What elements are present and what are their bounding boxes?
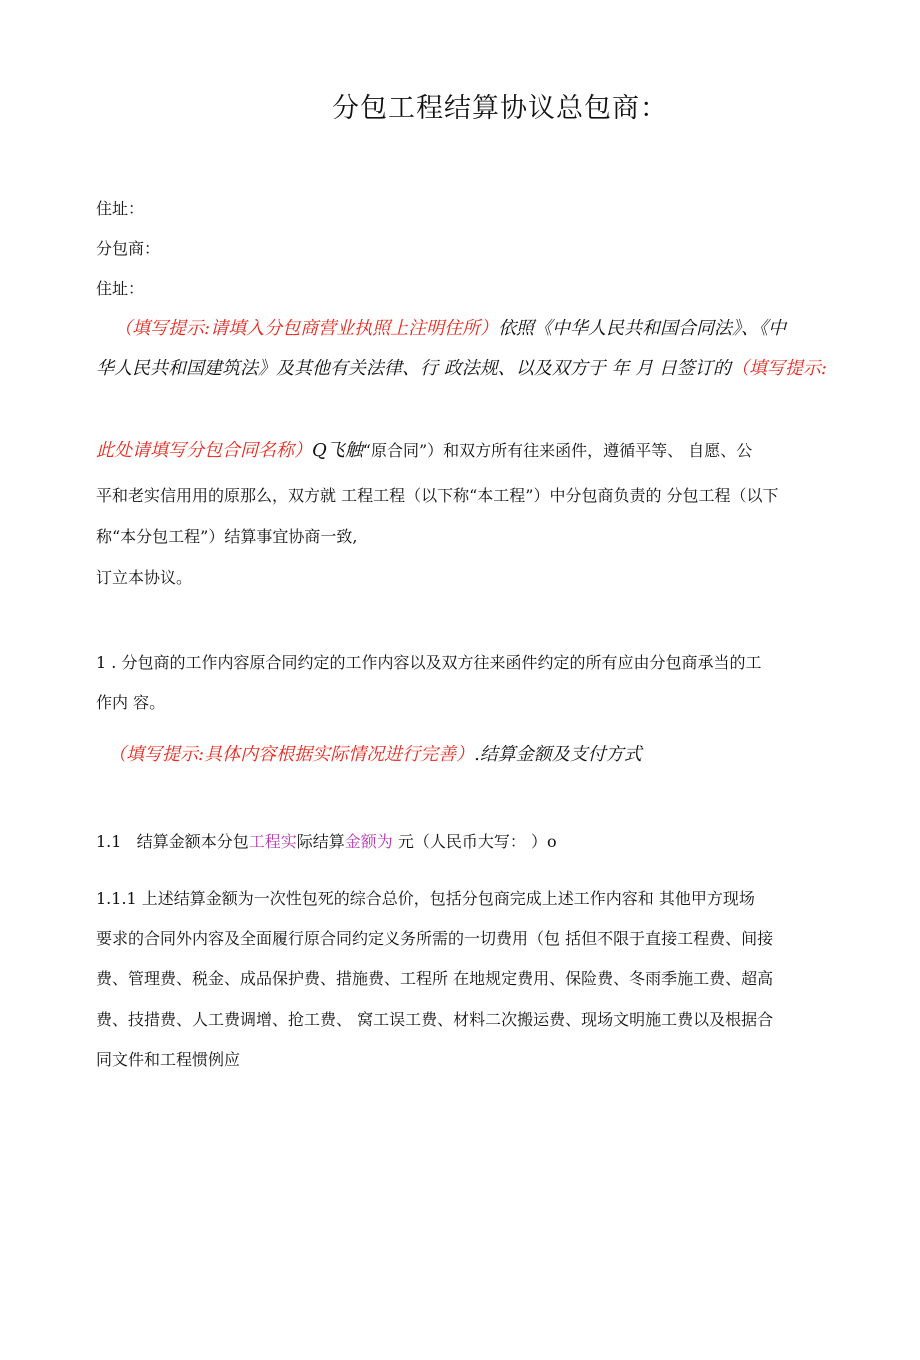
clause-1-1-1-line-4: 费、技措费、人工费调增、抢工费、 窝工误工费、材料二次搬运费、现场文明施工费以及根据合 [96, 1010, 774, 1029]
address-label-1: 住址： [96, 199, 145, 218]
paragraph-1-line-2 [96, 354, 836, 380]
page-title: 分包工程结算协议总包商： [332, 93, 668, 124]
paragraph-1-line-1 [114, 314, 854, 340]
clause-1-1 [96, 829, 836, 852]
address-label-2: 住址： [96, 279, 145, 298]
paragraph-1-line-3 [96, 436, 836, 462]
section-1-line-2: 作内 容。 [96, 693, 166, 712]
clause-text-b: 工程实 [248, 832, 297, 851]
fill-hint-content: （填写提示:具体内容根据实际情况进行完善） [108, 744, 475, 765]
section-heading-amount: .结算金额及支付方式 [474, 744, 642, 765]
clause-text-a: 结算金额本分包 [136, 832, 249, 851]
fill-hint-contract-a: （填写提示: [730, 358, 827, 379]
paragraph-1-line-6: 订立本协议。 [96, 568, 193, 587]
law-text: 华人民共和国建筑法》及其他有关法律、行 政法规、以及双方于 年 月 日签订的 [96, 358, 731, 379]
clause-text-d: 金额为 [344, 832, 393, 851]
paragraph-1-line-5: 称“本分包工程”）结算事宜协商一致, [96, 527, 358, 546]
clause-text-c: 际结算 [296, 832, 345, 851]
clause-1-1-1-line-2: 要求的合同外内容及全面履行原合同约定义务所需的一切费用（包 括但不限于直接工程费、间接 [96, 929, 774, 948]
clause-1-1-1-line-3: 费、管理费、税金、成品保护费、措施费、工程所 在地规定费用、保险费、冬雨季施工费、超高 [96, 969, 774, 988]
section-1-line-1: 1 . 分包商的工作内容原合同约定的工作内容以及双方往来函件约定的所有应由分包商承当的工 [96, 653, 762, 672]
clause-1-1-1-line-1: 1.1.1 上述结算金额为一次性包死的综合总价，包括分包商完成上述工作内容和 其他甲方现场 [96, 889, 755, 908]
fill-hint-contract-b: 此处请填写分包合同名称） [96, 440, 312, 461]
section-1-line-3 [108, 740, 848, 766]
subcontractor-label: 分包商： [96, 239, 161, 258]
garbled-text: Q飞触 [312, 440, 363, 461]
clause-text-e: 元（人民币大写： ）o [392, 832, 557, 851]
fill-hint-address: （填写提示:请填入分包商营业执照上注明住所） [114, 318, 499, 339]
clause-1-1-1-line-5: 同文件和工程惯例应 [96, 1050, 241, 1069]
paragraph-1-line-4: 平和老实信用用的原那么，双方就 工程工程（以下称“本工程”）中分包商负责的 分包工程（以下 [96, 486, 779, 505]
contract-text: “原合同”）和双方所有往来函件，遵循平等、 自愿、公 [362, 441, 753, 460]
clause-number: 1.1 [96, 832, 122, 851]
basis-text: 依照《中华人民共和国合同法》、《中 [498, 318, 787, 339]
